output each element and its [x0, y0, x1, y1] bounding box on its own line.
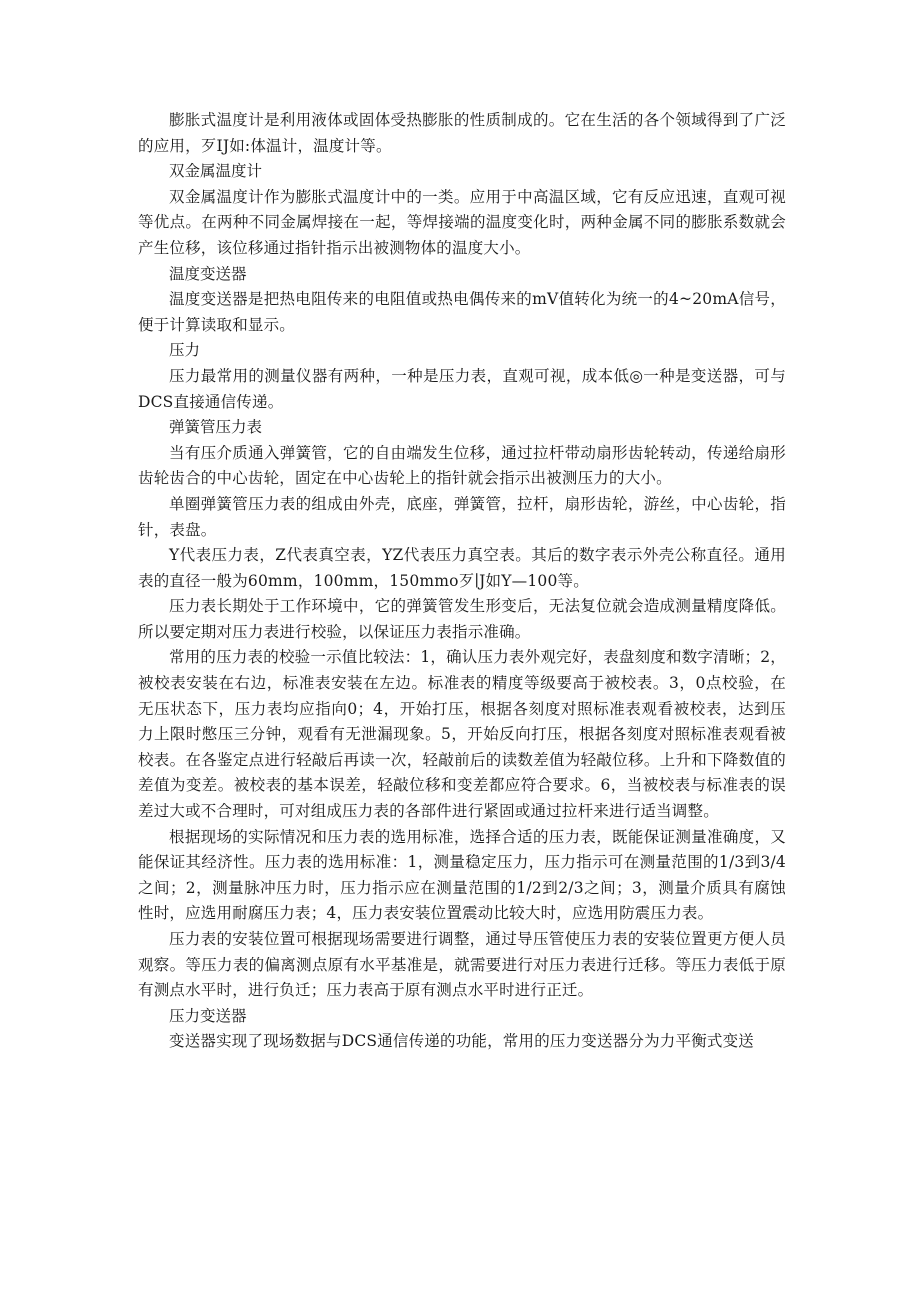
paragraph-gauge-codes: Y代表压力表，Z代表真空表，YZ代表压力真空表。其后的数字表示外壳公称直径。通用表的直径一般为60mm，100mm，150mmo歹∣J如Y—100等。: [138, 546, 786, 590]
heading-bourdon-gauge: 弹簧管压力表: [169, 418, 263, 437]
heading-temperature-transmitter: 温度变送器: [169, 264, 247, 283]
paragraph-temperature-transmitter: 温度变送器是把热电阻传来的电阻值或热电偶传来的mV值转化为统一的4~20mA信号，便于计算读取和显示。: [138, 290, 786, 334]
document-page: [138, 108, 786, 1055]
heading-bimetal-thermometer: 双金属温度计: [169, 162, 263, 181]
paragraph-bimetal-thermometer: 双金属温度计作为膨胀式温度计中的一类。应用于中高温区域，它有反应迅速，直观可视等优点。在两种不同金属焊接在一起，等焊接端的温度变化时，两种金属不同的膨胀系数就会产生位移，该位移通过指针指示出被测物体的温度大小。: [138, 187, 786, 257]
paragraph-pressure-transmitter: 变送器实现了现场数据与DCS通信传递的功能，常用的压力变送器分为力平衡式变送: [169, 1032, 755, 1051]
paragraph-selection-standard: 根据现场的实际情况和压力表的选用标准，选择合适的压力表，既能保证测量准确度，又能保证其经济性。压力表的选用标准：1，测量稳定压力，压力指示可在测量范围的1/3到3/4之间；2，测量脉冲压力时，压力指示应在测量范围的1/2到2/3之间；3，测量介质具有腐蚀性时，应选用耐腐压力表；4，压力表安装位置震动比较大时，应选用防震压力表。: [138, 827, 786, 923]
paragraph-bourdon-principle: 当有压介质通入弹簧管，它的自由端发生位移，通过拉杆带动扇形齿轮转动，传递给扇形齿轮齿合的中心齿轮，固定在中心齿轮上的指针就会指示出被测压力的大小。: [138, 443, 786, 488]
heading-pressure: 压力: [169, 341, 201, 360]
paragraph-installation: 压力表的安装位置可根据现场需要进行调整，通过导压管使压力表的安装位置更方便人员观察。等压力表的偏离测点原有水平基准是，就需要进行对压力表进行迁移。等压力表低于原有测点水平时，进行负迁；压力表高于原有测点水平时进行正迁。: [138, 930, 786, 1000]
paragraph-expansion-thermometer: 膨胀式温度计是利用液体或固体受热膨胀的性质制成的。它在生活的各个领域得到了广泛的应用，歹IJ如:体温计，温度计等。: [138, 111, 786, 155]
paragraph-pressure: 压力最常用的测量仪器有两种，一种是压力表，直观可视，成本低◎一种是变送器，可与DCS直接通信传递。: [138, 366, 786, 411]
heading-pressure-transmitter: 压力变送器: [169, 1006, 247, 1025]
paragraph-calibration-need: 压力表长期处于工作环境中，它的弹簧管发生形变后，无法复位就会造成测量精度降低。所以要定期对压力表进行校验，以保证压力表指示准确。: [138, 597, 786, 641]
paragraph-bourdon-components: 单圈弹簧管压力表的组成由外壳，底座，弹簧管，拉杆，扇形齿轮，游丝，中心齿轮，指针，表盘。: [138, 494, 786, 539]
paragraph-calibration-method: 常用的压力表的校验一示值比较法：1，确认压力表外观完好，表盘刻度和数字清晰；2，被校表安装在右边，标准表安装在左边。标准表的精度等级要高于被校表。3，0点校验，在无压状态下，压力表均应指向0；4，开始打压，根据各刻度对照标准表观看被校表，达到压力上限时憋压三分钟，观看有无泄漏现象。5，开始反向打压，根据各刻度对照标准表观看被校表。在各鉴定点进行轻敲后再读一次，轻敲前后的读数差值为轻敲位移。上升和下降数值的差值为变差。被校表的基本误差，轻敲位移和变差都应符合要求。6，当被校表与标准表的误差过大或不合理时，可对组成压力表的各部件进行紧固或通过拉杆来进行适当调整。: [138, 648, 786, 821]
